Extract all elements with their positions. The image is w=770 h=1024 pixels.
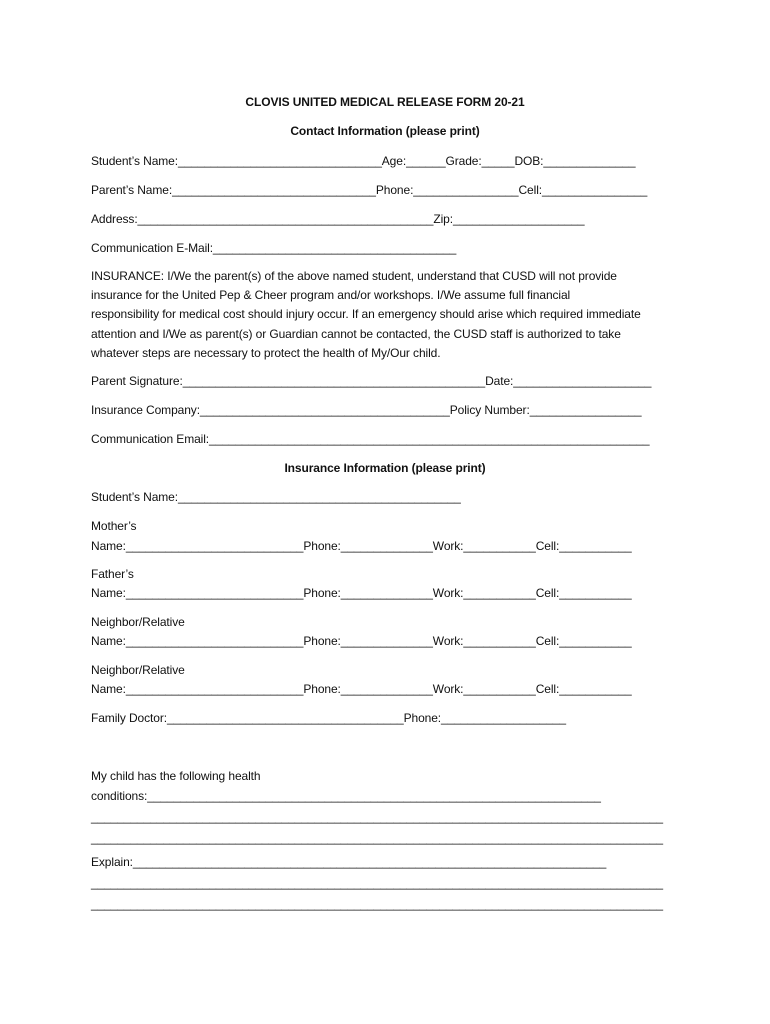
- family-doctor-line[interactable]: Family Doctor:____________________________________Phone:___________________: [91, 711, 566, 725]
- student-info-line[interactable]: Student’s Name:_______________________________Age:______Grade:_____DOB:______________: [91, 154, 636, 168]
- student-name-line-2[interactable]: Student’s Name:___________________________________________: [91, 490, 461, 504]
- insurance-heading: Insurance Information (please print): [284, 461, 486, 475]
- parent-signature-line[interactable]: Parent Signature:______________________________________________Date:_____________________: [91, 374, 652, 388]
- blank-line[interactable]: _______________________________________________________________________________________: [91, 810, 663, 824]
- neighbor-relative-label-1: Neighbor/Relative: [91, 615, 185, 629]
- parent-info-line[interactable]: Parent’s Name:_______________________________Phone:________________Cell:________________: [91, 183, 648, 197]
- explain-line[interactable]: Explain:________________________________________________________________________: [91, 855, 607, 869]
- form-title: CLOVIS UNITED MEDICAL RELEASE FORM 20-21: [245, 95, 525, 109]
- father-contact-line[interactable]: Name:___________________________Phone:______________Work:___________Cell:___________: [91, 586, 632, 600]
- neighbor-relative-label-2: Neighbor/Relative: [91, 663, 185, 677]
- mother-label: Mother’s: [91, 519, 137, 533]
- insurance-company-line[interactable]: Insurance Company:______________________________________Policy Number:_________________: [91, 403, 642, 417]
- address-line[interactable]: Address:_____________________________________________Zip:____________________: [91, 212, 585, 226]
- communication-email-field[interactable]: Communication E-Mail:_____________________________________: [91, 241, 457, 255]
- blank-line[interactable]: _______________________________________________________________________________________: [91, 831, 663, 845]
- health-conditions-line[interactable]: conditions:_____________________________________________________________________: [91, 789, 601, 803]
- communication-email-field-2[interactable]: Communication Email:___________________________________________________________________: [91, 432, 650, 446]
- mother-contact-line[interactable]: Name:___________________________Phone:______________Work:___________Cell:___________: [91, 539, 632, 553]
- neighbor-relative-line-2[interactable]: Name:___________________________Phone:______________Work:___________Cell:___________: [91, 682, 632, 696]
- father-label: Father’s: [91, 567, 134, 581]
- insurance-paragraph: INSURANCE: I/We the parent(s) of the above named student, understand that CUSD will not provide insurance for the United Pep & Cheer program and/or workshops. I/We assume full financial responsibility for medical cost should injury occur. If an emergency should arise which required immediate attention and I/We as parent(s) or Guardian cannot be contacted, the CUSD staff is authorized to take whatever steps are necessary to protect the health of My/Our child.: [91, 269, 641, 360]
- neighbor-relative-line-1[interactable]: Name:___________________________Phone:______________Work:___________Cell:___________: [91, 634, 632, 648]
- contact-heading: Contact Information (please print): [290, 124, 480, 138]
- health-conditions-label: My child has the following health: [91, 769, 261, 783]
- blank-line[interactable]: _______________________________________________________________________________________: [91, 897, 663, 911]
- blank-line[interactable]: _______________________________________________________________________________________: [91, 876, 663, 890]
